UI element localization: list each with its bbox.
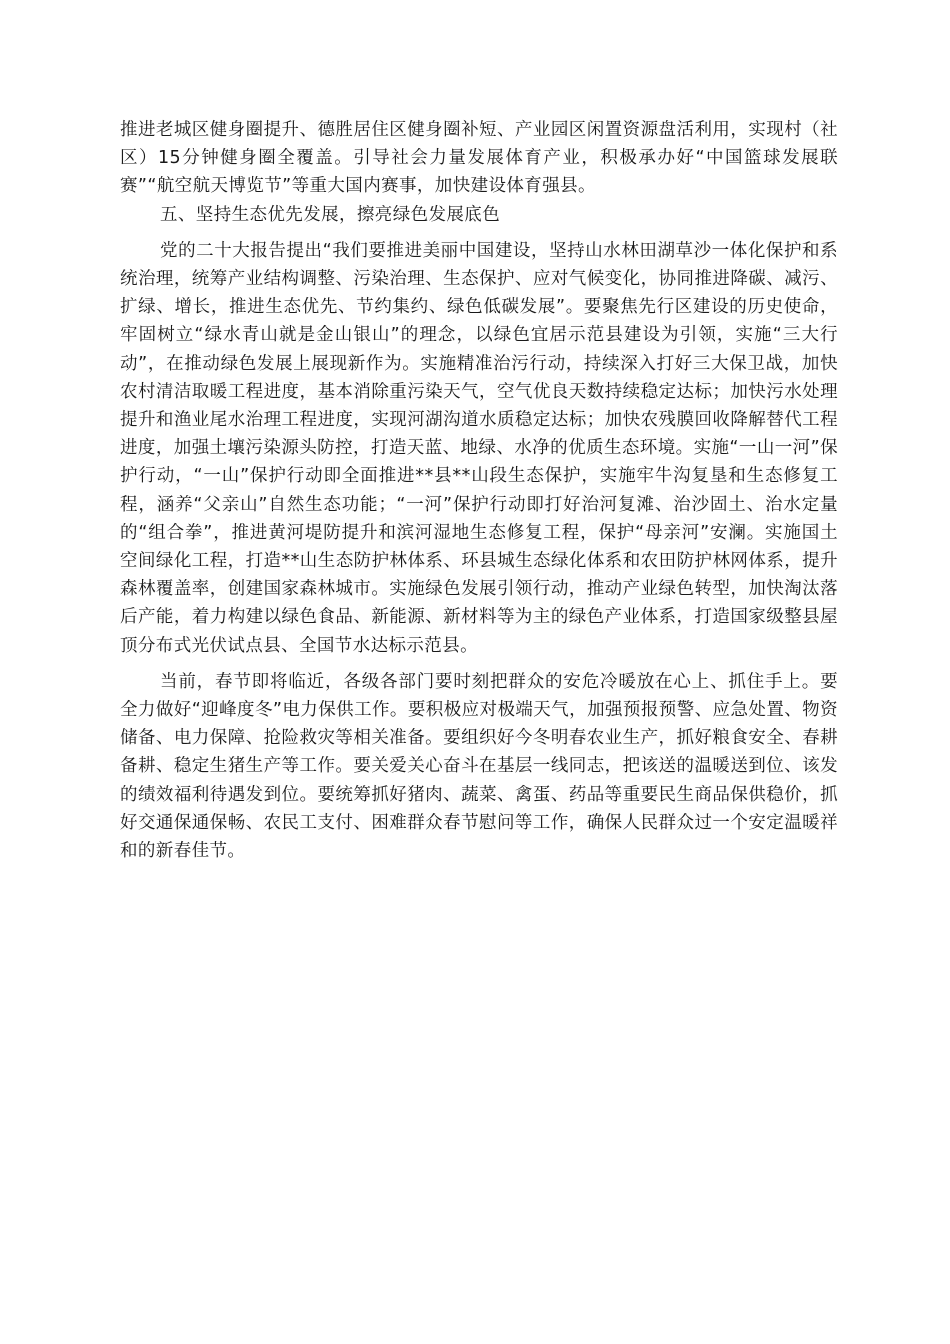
- paragraph-spring-festival: 当前，春节即将临近，各级各部门要时刻把群众的安危冷暖放在心上、抓住手上。要全力做好“迎峰度冬”电力保供工作。要积极应对极端天气，加强预报预警、应急处置、物资储备、电力保障、抢险救灾等相关准备。要组织好今冬明春农业生产，抓好粮食安全、春耕备耕、稳定生猪生产等工作。要关爱关心奋斗在基层一线同志，把该送的温暖送到位、该发的绩效福利待遇发到位。要统筹抓好猪肉、蔬菜、禽蛋、药品等重要民生商品保供稳价，抓好交通保通保畅、农民工支付、困难群众春节慰问等工作，确保人民群众过一个安定温暖祥和的新春佳节。: [120, 671, 838, 862]
- section-heading-ecology: 五、坚持生态优先发展，擦亮绿色发展底色: [160, 204, 501, 225]
- paragraph-green-development: 党的二十大报告提出“我们要推进美丽中国建设，坚持山水林田湖草沙一体化保护和系统治理，统筹产业结构调整、污染治理、生态保护、应对气候变化，协同推进降碳、减污、扩绿、增长，推进生态优先、节约集约、绿色低碳发展”。要聚焦先行区建设的历史使命，牢固树立“绿水青山就是金山银山”的理念，以绿色宜居示范县建设为引领，实施“三大行动”，在推动绿色发展上展现新作为。实施精准治污行动，持续深入打好三大保卫战，加快农村清洁取暖工程进度，基本消除重污染天气，空气优良天数持续稳定达标；加快污水处理提升和渔业尾水治理工程进度，实现河湖沟道水质稳定达标；加快农残膜回收降解替代工程进度，加强土壤污染源头防控，打造天蓝、地绿、水净的优质生态环境。实施“一山一河”保护行动，“一山”保护行动即全面推进**县**山段生态保护，实施牢牛沟复垦和生态修复工程，涵养“父亲山”自然生态功能；“一河”保护行动即打好治河复滩、治沙固土、治水定量的“组合拳”，推进黄河堤防提升和滨河湿地生态修复工程，保护“母亲河”安澜。实施国土空间绿化工程，打造**山生态防护林体系、环县城生态绿化体系和农田防护林网体系，提升森林覆盖率，创建国家森林城市。实施绿色发展引领行动，推动产业绿色转型，加快淘汰落后产能，着力构建以绿色食品、新能源、新材料等为主的绿色产业体系，打造国家级整县屋顶分布式光伏试点县、全国节水达标示范县。: [120, 240, 838, 656]
- paragraph-fitness-circle: 推进老城区健身圈提升、德胜居住区健身圈补短、产业园区闲置资源盘活利用，实现村（社区）15分钟健身圈全覆盖。引导社会力量发展体育产业，积极承办好“中国篮球发展联赛”“航空航天博览节”等重大国内赛事，加快建设体育强县。: [120, 120, 838, 197]
- document-body: [120, 116, 838, 865]
